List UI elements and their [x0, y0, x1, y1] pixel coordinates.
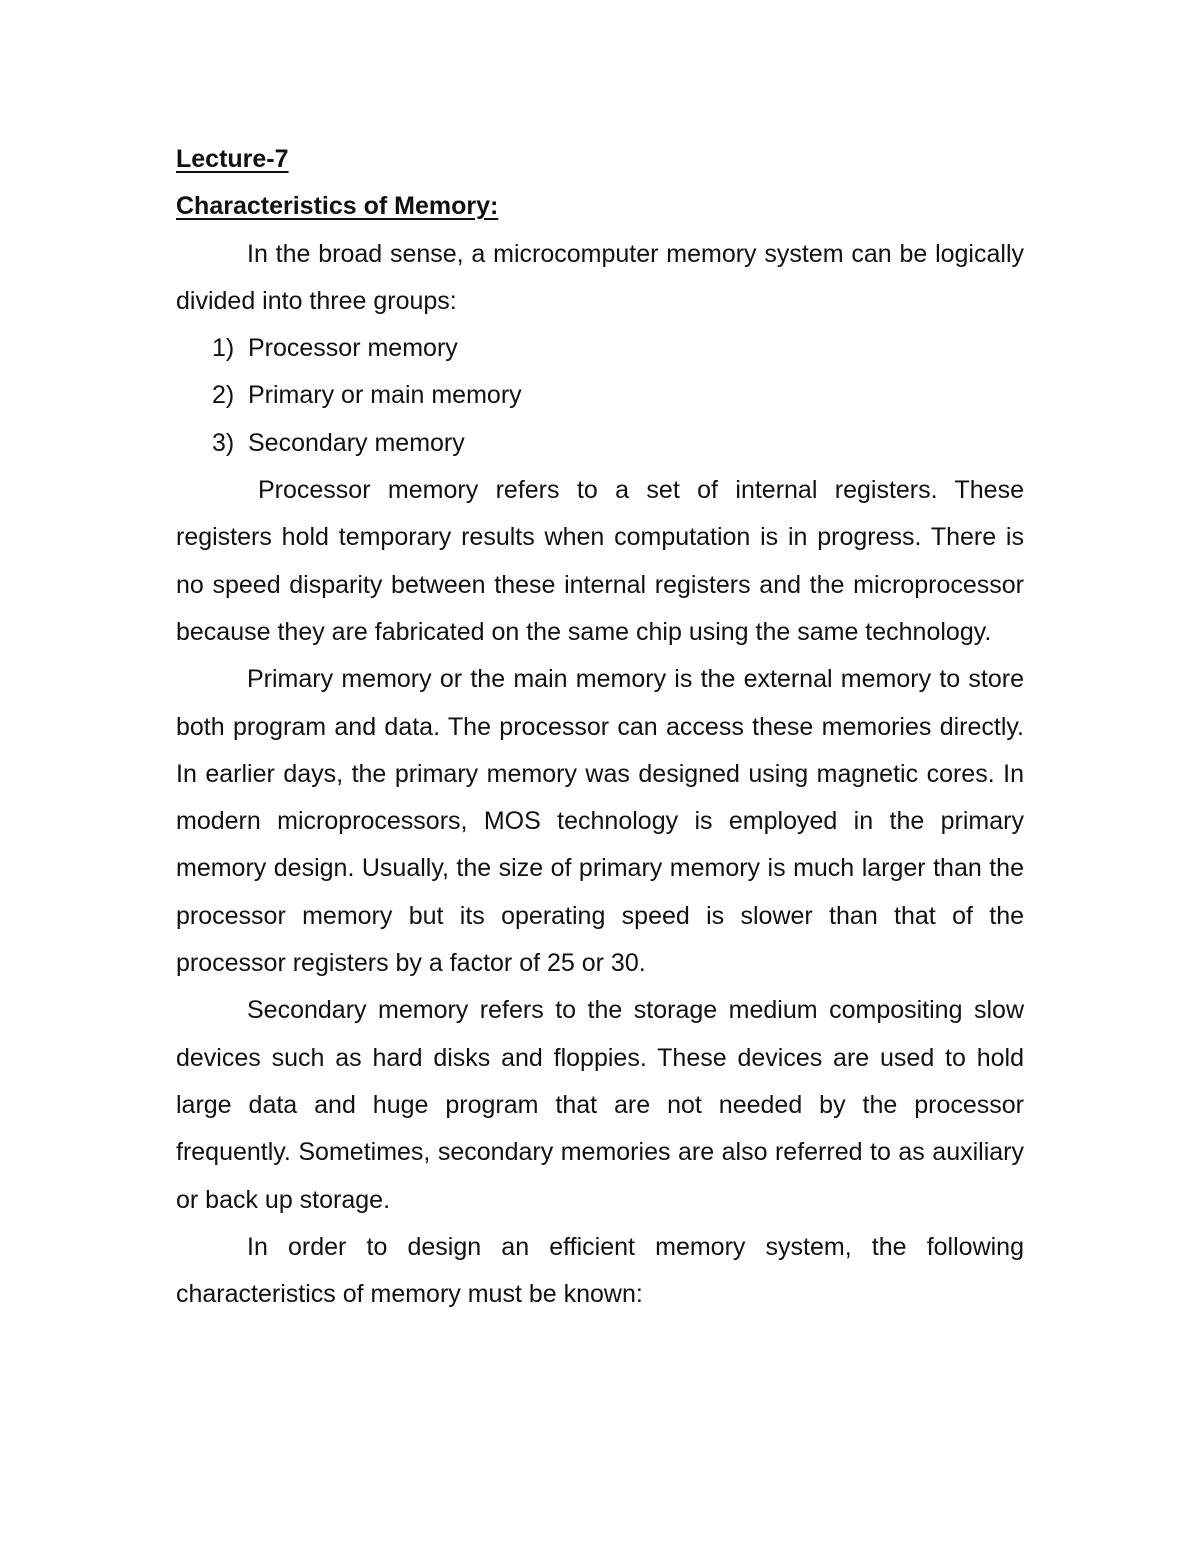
section-heading: Characteristics of Memory:: [176, 192, 499, 221]
lecture-title: Lecture-7: [176, 145, 289, 173]
list-text: Primary or main memory: [248, 381, 522, 410]
list-item: [176, 420, 1024, 467]
list-number: 2): [212, 381, 235, 410]
document-page: [176, 136, 1024, 1318]
primary-memory-paragraph: Primary memory or the main memory is the external memory to store both program and data. The processor can access these memories directly. In earlier days, the primary memory was designed using magnetic cores. In modern microprocessors, MOS technology is employed in the primary memory design. Usually, the size of primary memory is much larger than the processor memory but its operating speed is slower than that of the processor registers by a factor of 25 or 30.: [176, 665, 1024, 978]
list-item: [176, 372, 1024, 419]
list-text: Secondary memory: [248, 428, 465, 457]
processor-memory-paragraph: Processor memory refers to a set of internal registers. These registers hold temporary results when computation is in progress. There is no speed disparity between these internal registers and the microprocessor because they are fabricated on the same chip using the same technology.: [176, 476, 1024, 646]
design-paragraph: In order to design an efficient memory system, the following characteristics of memory must be known:: [176, 1232, 1024, 1309]
secondary-memory-paragraph: Secondary memory refers to the storage medium compositing slow devices such as hard disks and floppies. These devices are used to hold large data and huge program that are not needed by the processor frequently. Sometimes, secondary memories are also referred to as auxiliary or back up storage.: [176, 996, 1024, 1214]
list-item: [176, 325, 1024, 372]
list-number: 1): [212, 334, 235, 363]
memory-groups-list: [176, 325, 1024, 467]
list-text: Processor memory: [248, 334, 458, 363]
list-number: 3): [212, 428, 235, 457]
intro-paragraph: In the broad sense, a microcomputer memory system can be logically divided into three groups:: [176, 239, 1024, 315]
